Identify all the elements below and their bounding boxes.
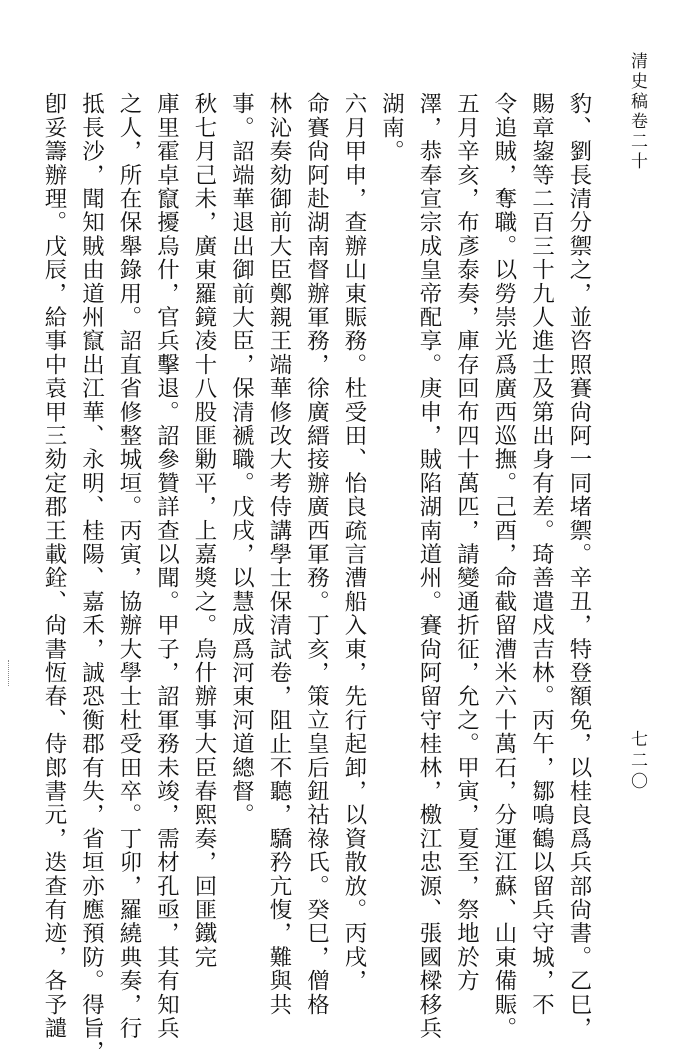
text-column: 事。詔端華退出御前大臣，保清褫職。戊戌，以慧成爲河東河道總督。 <box>228 92 255 827</box>
text-column: 五月辛亥，布彥泰奏，庫存回布四十萬匹，請變通折征，允之。甲寅，夏至，祭地於方 <box>453 92 480 993</box>
text-column: 林沁奏劾御前大臣鄭親王端華修改大考侍講學士保清試卷，阻止不聽，驕矜亢愎，難與共 <box>266 92 292 1017</box>
text-column: 湖南。 <box>378 92 405 164</box>
text-column: 六月甲申，查辦山東賑務。杜受田、怡良疏言漕船入東，先行起卸，以資散放。丙戌， <box>341 92 367 993</box>
text-column: 之人，所在保舉錄用。詔直省修整城垣。丙寅，協辦大學士杜受田卒。丁卯，羅繞典奏，行 <box>116 92 142 1040</box>
running-title: 清史稿卷二十 <box>627 52 647 172</box>
text-column: 賜章鋆等二百三十九人進士及第出身有差。琦善遣戍吉林。丙午，鄒鳴鶴以留兵守城，不 <box>528 92 555 1017</box>
text-column: 澤，恭奉宣宗成皇帝配享。庚申，賊陷湖南道州。賽尙阿留守桂林，檄江忠源、張國樑移兵 <box>416 92 442 1040</box>
scan-speck <box>8 660 11 686</box>
text-column: 令追賊，奪職。以勞崇光爲廣西巡撫。己酉，命截留漕米六十萬石，分運江蘇、山東備賑。 <box>491 92 517 1040</box>
text-column: 豹、劉長清分禦之，並咨照賽尙阿一同堵禦。辛丑，特登額免，以桂良爲兵部尙書。乙巳， <box>566 92 592 1040</box>
text-column: 卽妥籌辦理。戊辰，給事中袁甲三劾定郡王載銓、尙書恆春、侍郎書元，迭查有迹，各予譴 <box>41 92 67 1040</box>
text-column: 抵長沙，聞知賊由道州竄出江華、永明、桂陽、嘉禾，誠恐衡郡有失，省垣亦應預防。得旨， <box>78 92 105 1064</box>
page-number: 七二〇 <box>627 730 647 793</box>
vertical-text-body <box>35 92 598 1064</box>
text-column: 命賽尙阿赴湖南督辦軍務，徐廣縉接辦廣西軍務。丁亥，策立皇后鈕祜祿氏。癸巳，僧格 <box>303 92 330 1017</box>
text-column: 庫里霍卓竄擾烏什，官兵擊退。詔參贊詳查以聞。甲子，詔軍務未竣，需材孔亟，其有知兵 <box>153 92 180 1040</box>
text-column: 秋七月己未，廣東羅鏡凌十八股匪勦平，上嘉獎之。烏什辦事大臣春熙奏，回匪鐵完 <box>191 92 217 969</box>
